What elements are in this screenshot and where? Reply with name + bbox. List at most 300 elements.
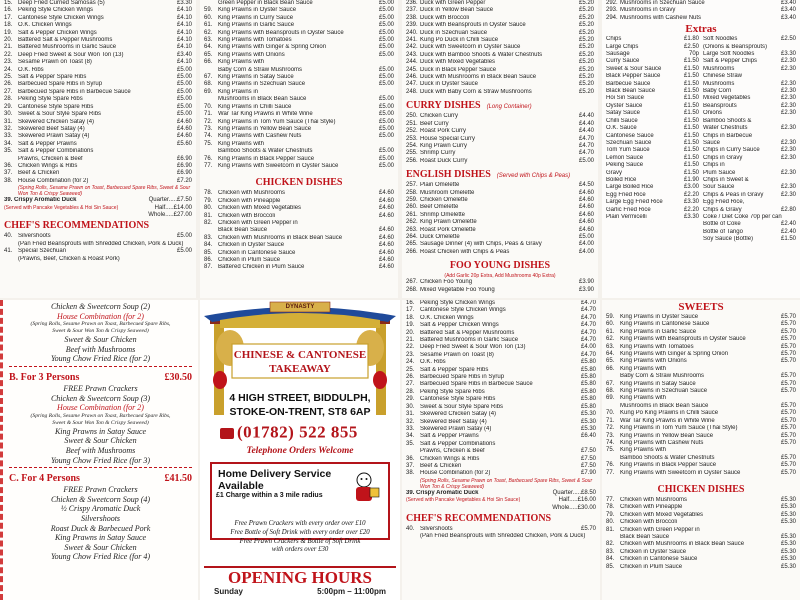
item-number: 33. (4, 133, 13, 140)
item-number: 26. (406, 374, 415, 381)
item-number: 37. (406, 462, 415, 469)
menu-row (4, 111, 192, 118)
item-number (204, 96, 218, 103)
menu-row (606, 403, 796, 410)
menu-row (606, 447, 796, 454)
extras-row (606, 207, 699, 214)
item-number: 22. (4, 51, 13, 58)
item-number: 72. (606, 425, 615, 432)
item-name: King Prawns in Garlic Sauce (218, 22, 295, 29)
item-number: 244. (406, 59, 418, 66)
extras-row (703, 51, 796, 58)
extras-row (606, 73, 699, 80)
extras-price: £1.50 (683, 154, 699, 161)
extras-row (606, 95, 699, 102)
menu-row (406, 441, 596, 448)
foo-young-note: (Add Garlic 20p Extra, Add Mushrooms 40p Extra) (444, 273, 556, 280)
item-number: 258. (406, 189, 418, 196)
item-name: Chicken with Mixed Vegetables (620, 511, 704, 518)
item-number: 252. (406, 128, 418, 135)
item-name: Chicken with Mushrooms (218, 190, 286, 197)
item-name: Mushrooms in Szechuan Sauce (620, 0, 705, 6)
item-price: £5.00 (378, 81, 394, 88)
extras-name: Lemon Sauce (606, 154, 644, 161)
item-name: King Prawns in Yellow Bean Sauce (620, 432, 714, 439)
item-price: £5.70 (780, 314, 796, 320)
menu-row (406, 128, 594, 135)
extras-row (606, 51, 699, 58)
menu-row (406, 470, 596, 477)
item-number: 35. (406, 440, 415, 447)
item-name: Battered Salt & Pepper Mushrooms (420, 329, 515, 336)
item-number: 76. (606, 462, 615, 469)
item-name: King Prawns in Chilli Sauce (218, 103, 292, 110)
item-price (594, 533, 596, 540)
menu-row (406, 0, 594, 7)
item-price: £5.60 (176, 140, 192, 147)
extras-price: £2.40 (780, 228, 796, 235)
extras-price: £2.50 (683, 43, 699, 50)
item-name: King Prawns in Satay Sauce (218, 74, 294, 81)
item-name: King Prawns with Ginger & Spring Onion (218, 44, 327, 51)
item-name: King Prawns in Oyster Sauce (218, 7, 297, 14)
extras-row (606, 125, 699, 132)
menu-row (204, 264, 394, 271)
item-number: 67. (204, 74, 213, 81)
extras-name: Black Bean Sauce (606, 88, 656, 95)
item-price: £6.90 (176, 162, 192, 169)
menu-row (4, 52, 192, 59)
item-name: Duck in Yellow Bean Sauce (420, 7, 494, 14)
item-number: 75. (204, 140, 213, 147)
extras-price: £1.50 (683, 139, 699, 146)
item-price: £4.60 (378, 190, 394, 197)
crispy-duck-title: 39. Crispy Aromatic Duck (4, 197, 77, 204)
menu-row (406, 37, 594, 44)
extras-price: £2.30 (780, 147, 796, 154)
item-name: King Prawns with (620, 447, 667, 454)
item-name: Chicken Foo Young (420, 279, 473, 286)
menu-row (606, 329, 796, 336)
menu-row (606, 504, 796, 511)
item-number: 70. (204, 103, 213, 110)
extras-row (703, 177, 796, 184)
telephone-icon (220, 428, 234, 439)
item-name: Duck with Green Pepper (420, 0, 486, 6)
item-number: 60. (606, 321, 615, 328)
item-number (406, 533, 420, 540)
item-price: £5.00 (378, 103, 394, 110)
item-price: £5.00 (378, 111, 394, 118)
menu-row (204, 37, 394, 44)
item-name: Silvershoots (420, 525, 453, 532)
menu-row (4, 163, 192, 170)
menu-row (4, 22, 192, 29)
item-name: King Prawns with Sweetcorn in Oyster Sauce (218, 162, 339, 169)
extras-left-list (606, 36, 699, 243)
item-number: 86. (204, 257, 213, 263)
item-number: 40. (406, 525, 415, 532)
menu-row (606, 556, 796, 563)
item-number: 66. (606, 365, 615, 372)
item-price: £5.20 (578, 51, 594, 58)
item-price: £5.00 (378, 74, 394, 81)
telephone-orders-welcome: Telephone Orders Welcome (246, 446, 354, 456)
item-price: £4.60 (378, 257, 394, 263)
opening-hours (204, 566, 396, 596)
item-name: Chicken with Broccoli (218, 212, 276, 219)
extras-name: Large Chips (606, 43, 639, 50)
item-price: £5.30 (580, 425, 596, 432)
item-number: 68. (606, 388, 615, 395)
menu-row (606, 541, 796, 548)
item-number (204, 67, 218, 74)
item-price: £5.70 (780, 462, 796, 469)
menu-row (606, 388, 796, 395)
item-price (794, 395, 796, 402)
item-number (204, 148, 218, 155)
item-number: 265. (406, 241, 418, 248)
item-name: King Prawns with Cashew Nuts (620, 439, 704, 446)
extras-name: Large Soft Noodles (703, 51, 755, 58)
item-name: O.K. Chicken Wings (420, 314, 474, 321)
item-number (606, 455, 620, 462)
item-name: King Prawns with Ginger & Spring Onion (620, 351, 729, 358)
item-name: King Prawns with (620, 365, 667, 372)
item-number: 26. (4, 81, 13, 88)
item-number: 63. (606, 343, 615, 350)
item-name: Roast Chicken with Chips & Peas (420, 248, 510, 255)
crispy-duck-new-half-row (406, 497, 596, 504)
extras-name: Water Chestnuts (703, 125, 748, 132)
menu-row (406, 89, 594, 96)
item-price: £5.00 (176, 111, 192, 118)
item-price: £4.70 (580, 329, 596, 336)
item-price (392, 220, 394, 227)
menu-row (406, 219, 594, 226)
dynasty-banner: DYNASTY (285, 304, 315, 310)
curry-dishes-heading: CURRY DISHES (406, 100, 481, 112)
set-menu-line: FREE Prawn Crackers (63, 485, 138, 495)
mushroom-list (606, 0, 796, 22)
item-name: Salt & Pepper Chicken Wings (420, 322, 499, 329)
item-price: £4.10 (176, 37, 192, 44)
menu-row (606, 366, 796, 373)
item-number: 73. (606, 432, 615, 439)
item-price (594, 441, 596, 448)
item-name: Baby Corn & Straw Mushrooms (218, 66, 303, 73)
item-number: 29. (406, 396, 415, 403)
menu-row (606, 519, 796, 526)
item-number: 84. (204, 242, 213, 249)
extras-row (703, 155, 796, 162)
item-price: £5.70 (780, 402, 796, 409)
item-number (606, 373, 620, 380)
extras-price: £2.80 (780, 206, 796, 213)
item-price: £7.50 (580, 448, 596, 455)
item-name: Shrimp Curry (420, 150, 456, 157)
item-number (4, 156, 18, 163)
menu-row (4, 81, 192, 88)
set-menu-line: Beef with Mushrooms (65, 445, 136, 455)
menu-row (204, 242, 394, 249)
extras-price: £2.40 (780, 221, 796, 228)
starters-new-list (406, 300, 596, 478)
item-number: 248. (406, 88, 418, 95)
item-name: Duck in Oyster Sauce (420, 81, 479, 88)
item-number: 81. (606, 526, 615, 533)
crispy-duck-new-quarter: Quarter.....£8.50 (552, 489, 596, 496)
menu-row (204, 59, 394, 66)
item-price: £4.10 (176, 22, 192, 29)
item-number: 17. (406, 307, 415, 314)
item-price: £5.20 (578, 66, 594, 73)
extras-name: Plain Vermicelli (606, 213, 647, 220)
item-number: 65. (606, 358, 615, 365)
set-menu-line: FREE Prawn Crackers (63, 383, 138, 393)
extras-row (606, 184, 699, 191)
extras-price: £1.50 (683, 102, 699, 109)
extras-price: £2.30 (780, 88, 796, 95)
item-price: £4.60 (378, 242, 394, 249)
item-name: Duck with Baby Corn & Straw Mushrooms (420, 88, 532, 95)
item-number: 85. (204, 249, 213, 256)
extras-row (703, 207, 796, 214)
item-number: 83. (204, 234, 213, 241)
extras-row (606, 118, 699, 125)
item-price: £5.20 (578, 22, 594, 29)
menu-row (406, 52, 594, 59)
menu-row (406, 74, 594, 81)
menu-row (606, 351, 796, 358)
item-price: £4.70 (578, 135, 594, 142)
item-name: Chicken in Oyster Sauce (218, 242, 285, 249)
extras-price: £2.30 (780, 154, 796, 161)
extras-price: £3.30 (780, 51, 796, 58)
item-price: £5.30 (780, 496, 796, 503)
opening-hours-row (204, 588, 396, 595)
extras-price (794, 162, 796, 169)
item-name: Barbecued Spare Ribs in Syrup (18, 81, 103, 88)
extras-name: Sausage (606, 51, 630, 58)
item-price: £5.20 (578, 59, 594, 66)
menu-row (204, 213, 394, 220)
item-number: 59. (204, 7, 213, 14)
extras-name: Chips in Gravy (703, 154, 743, 161)
item-price: £5.00 (378, 51, 394, 58)
item-price (392, 59, 394, 66)
item-price: £5.00 (378, 133, 394, 140)
set-menu-line: Sweet & Sour Won Ton & Crispy Seaweed) (52, 419, 149, 426)
item-number: 25. (4, 74, 13, 81)
extras-row (703, 133, 796, 140)
menu-panel-king-prawns-old (200, 0, 398, 298)
item-number (606, 403, 620, 410)
extras-row (606, 88, 699, 95)
item-name: O.K. Ribs (420, 359, 446, 366)
item-price: £4.60 (378, 234, 394, 241)
item-price: £5.70 (780, 417, 796, 424)
phone-text: (01782) 522 855 (237, 422, 358, 442)
extras-price: £2.30 (780, 102, 796, 109)
item-price: £7.20 (176, 177, 192, 184)
item-price: £5.00 (578, 233, 594, 240)
item-price: £3.30 (176, 0, 192, 6)
english-dishes-heading: ENGLISH DISHES (406, 169, 491, 181)
extras-name: Bottle of Coke (703, 221, 741, 228)
set-menu-c-label: C. For 4 Persons (9, 473, 80, 485)
item-price: £5.20 (578, 0, 594, 6)
menu-row (406, 396, 596, 403)
menu-row (4, 256, 192, 263)
item-number: 22. (406, 344, 415, 351)
extras-row (703, 125, 796, 132)
extras-row (606, 81, 699, 88)
item-name: Sweet & Sour Style Spare Ribs (18, 111, 102, 118)
item-number: 32. (406, 418, 415, 425)
extras-price: £1.50 (683, 88, 699, 95)
item-number: 30. (4, 111, 13, 118)
extras-name: Coke / Diet Coke 70p per can (703, 213, 782, 220)
extras-name: Tom Yum Sauce (606, 147, 650, 154)
item-number (4, 256, 18, 263)
item-name: Prawns, Chicken & Beef (420, 448, 485, 455)
extras-name: Mushrooms (703, 80, 735, 87)
item-name: Chicken with Mushrooms (620, 496, 688, 503)
item-price: £5.70 (780, 432, 796, 439)
item-number: 237. (406, 7, 418, 14)
item-name: King Prawns with Sweetcorn in Oyster Sauce (620, 469, 741, 476)
menu-row (4, 126, 192, 133)
menu-row (406, 150, 594, 157)
crispy-duck-new-note: (Served with Pancake Vegetables & Hoi Sin Sauce) (406, 497, 521, 504)
extras-name: Chips (606, 36, 622, 43)
item-price: £6.90 (176, 170, 192, 177)
set-menu-line: Sweet & Sour Won Ton & Crispy Seaweed) (52, 328, 149, 335)
item-price: £5.30 (780, 511, 796, 518)
item-name: Battered Mushrooms in Garlic Sauce (420, 337, 519, 344)
item-price: £4.60 (378, 197, 394, 204)
set-menu-line: Chicken & Sweetcorn Soup (4) (50, 494, 151, 504)
item-price: £5.00 (378, 162, 394, 169)
extras-name: Mushrooms (703, 65, 735, 72)
item-name: Chicken with Mushrooms in Black Bean Sauce (218, 234, 343, 241)
crispy-duck-new-row (406, 490, 596, 497)
takeaway-cover-panel (200, 300, 400, 600)
crispy-duck-whole: Whole.....£27.00 (148, 211, 192, 218)
item-price: £5.00 (176, 233, 192, 240)
menu-row (606, 314, 796, 321)
item-number: 77. (606, 469, 615, 476)
item-price: £5.30 (780, 556, 796, 563)
item-name: Black Bean Sauce (218, 227, 268, 234)
set-menu-line: House Combination (for 2) (57, 403, 144, 413)
menu-row (606, 425, 796, 432)
set-menu-c-lines (9, 485, 192, 562)
item-name: Chicken Omelette (420, 196, 468, 203)
crispy-duck-half: Half.....£14.00 (154, 204, 192, 211)
extras-price (794, 177, 796, 184)
item-price: £5.20 (578, 7, 594, 14)
item-number: 25. (406, 366, 415, 373)
menu-row (406, 204, 594, 211)
item-price: £5.30 (780, 548, 796, 555)
item-price: £5.00 (378, 125, 394, 132)
item-name: Peking Style Spare Ribs (18, 96, 83, 103)
phone-number[interactable] (220, 422, 390, 442)
menu-row (406, 197, 594, 204)
extras-row (606, 103, 699, 110)
item-name: War Tar King Prawns in White Wine (620, 417, 715, 424)
house-combination-note-new: (Spring Rolls, Sesame Prawn on Toast, Barbecued Spare Ribs, Sweet & Sour Won Ton & Crispy Seaweed) (420, 477, 593, 490)
item-price: £4.70 (578, 150, 594, 157)
item-name: Chicken in Cantonese Sauce (620, 556, 698, 563)
extras-row (606, 199, 699, 206)
item-name: King Prawns with (620, 395, 667, 402)
menu-panel-king-prawns-new (602, 300, 800, 600)
item-price: £5.00 (378, 96, 394, 103)
item-name: Black Bean Sauce (620, 533, 670, 540)
item-number: 24. (406, 359, 415, 366)
item-price: £4.40 (578, 120, 594, 127)
item-price: £5.70 (780, 373, 796, 380)
extras-price: £2.20 (683, 206, 699, 213)
item-name: Skewered Prawn Satay (4) (420, 425, 492, 432)
item-name: Cantonese Style Chicken Wings (18, 14, 104, 21)
item-name: House Combination (for 2) (420, 470, 491, 477)
item-name: Chicken with Mushrooms in Black Bean Sauce (620, 541, 745, 548)
extras-name: Szechuan Sauce (606, 139, 652, 146)
extras-price (794, 44, 796, 51)
item-number: 261. (406, 211, 418, 218)
item-name: Beef & Chicken (18, 170, 60, 177)
item-price: £5.70 (780, 343, 796, 350)
extras-price: £1.50 (683, 80, 699, 87)
item-price: £4.10 (176, 7, 192, 14)
item-number: 267. (406, 279, 418, 286)
item-number: 77. (606, 496, 615, 503)
extras-price: £1.80 (683, 36, 699, 43)
item-name: King Prawns in Szechuan Sauce (218, 81, 306, 88)
extras-name: Black Pepper Sauce (606, 73, 661, 80)
menu-row (204, 0, 394, 7)
extras-name: Chips in Sweet & (703, 176, 749, 183)
item-number: 82. (606, 541, 615, 548)
item-name: Battered Chicken in Plum Sauce (218, 264, 305, 271)
item-name: Skewered Prawn Satay (4) (18, 133, 90, 140)
item-name: Mushroom Omelette (420, 189, 475, 196)
item-name: Skewered Beef Satay (4) (18, 125, 85, 132)
item-number: 243. (406, 51, 418, 58)
item-name: Deep Fried Sweet & Sour Won Ton (13) (18, 51, 124, 58)
menu-row (406, 7, 594, 14)
extras-name: Sauce (703, 139, 721, 146)
menu-row (406, 22, 594, 29)
extras-name: Gravy (606, 169, 623, 176)
item-name: Roast Pork Omelette (420, 226, 476, 233)
item-name: King Prawns in Yellow Bean Sauce (218, 125, 312, 132)
menu-row (204, 22, 394, 29)
extras-price (794, 133, 796, 140)
item-number: 19. (4, 29, 13, 36)
extras-name: (Onions & Beansprouts) (703, 43, 768, 50)
item-name: Chicken Wings & Ribs (18, 162, 78, 169)
item-name: Skewered Beef Satay (4) (420, 418, 487, 425)
item-number: 20. (406, 329, 415, 336)
extras-price: £1.50 (683, 110, 699, 117)
item-name: Duck with Mushrooms in Black Bean Sauce (420, 74, 537, 81)
item-number (606, 534, 620, 541)
